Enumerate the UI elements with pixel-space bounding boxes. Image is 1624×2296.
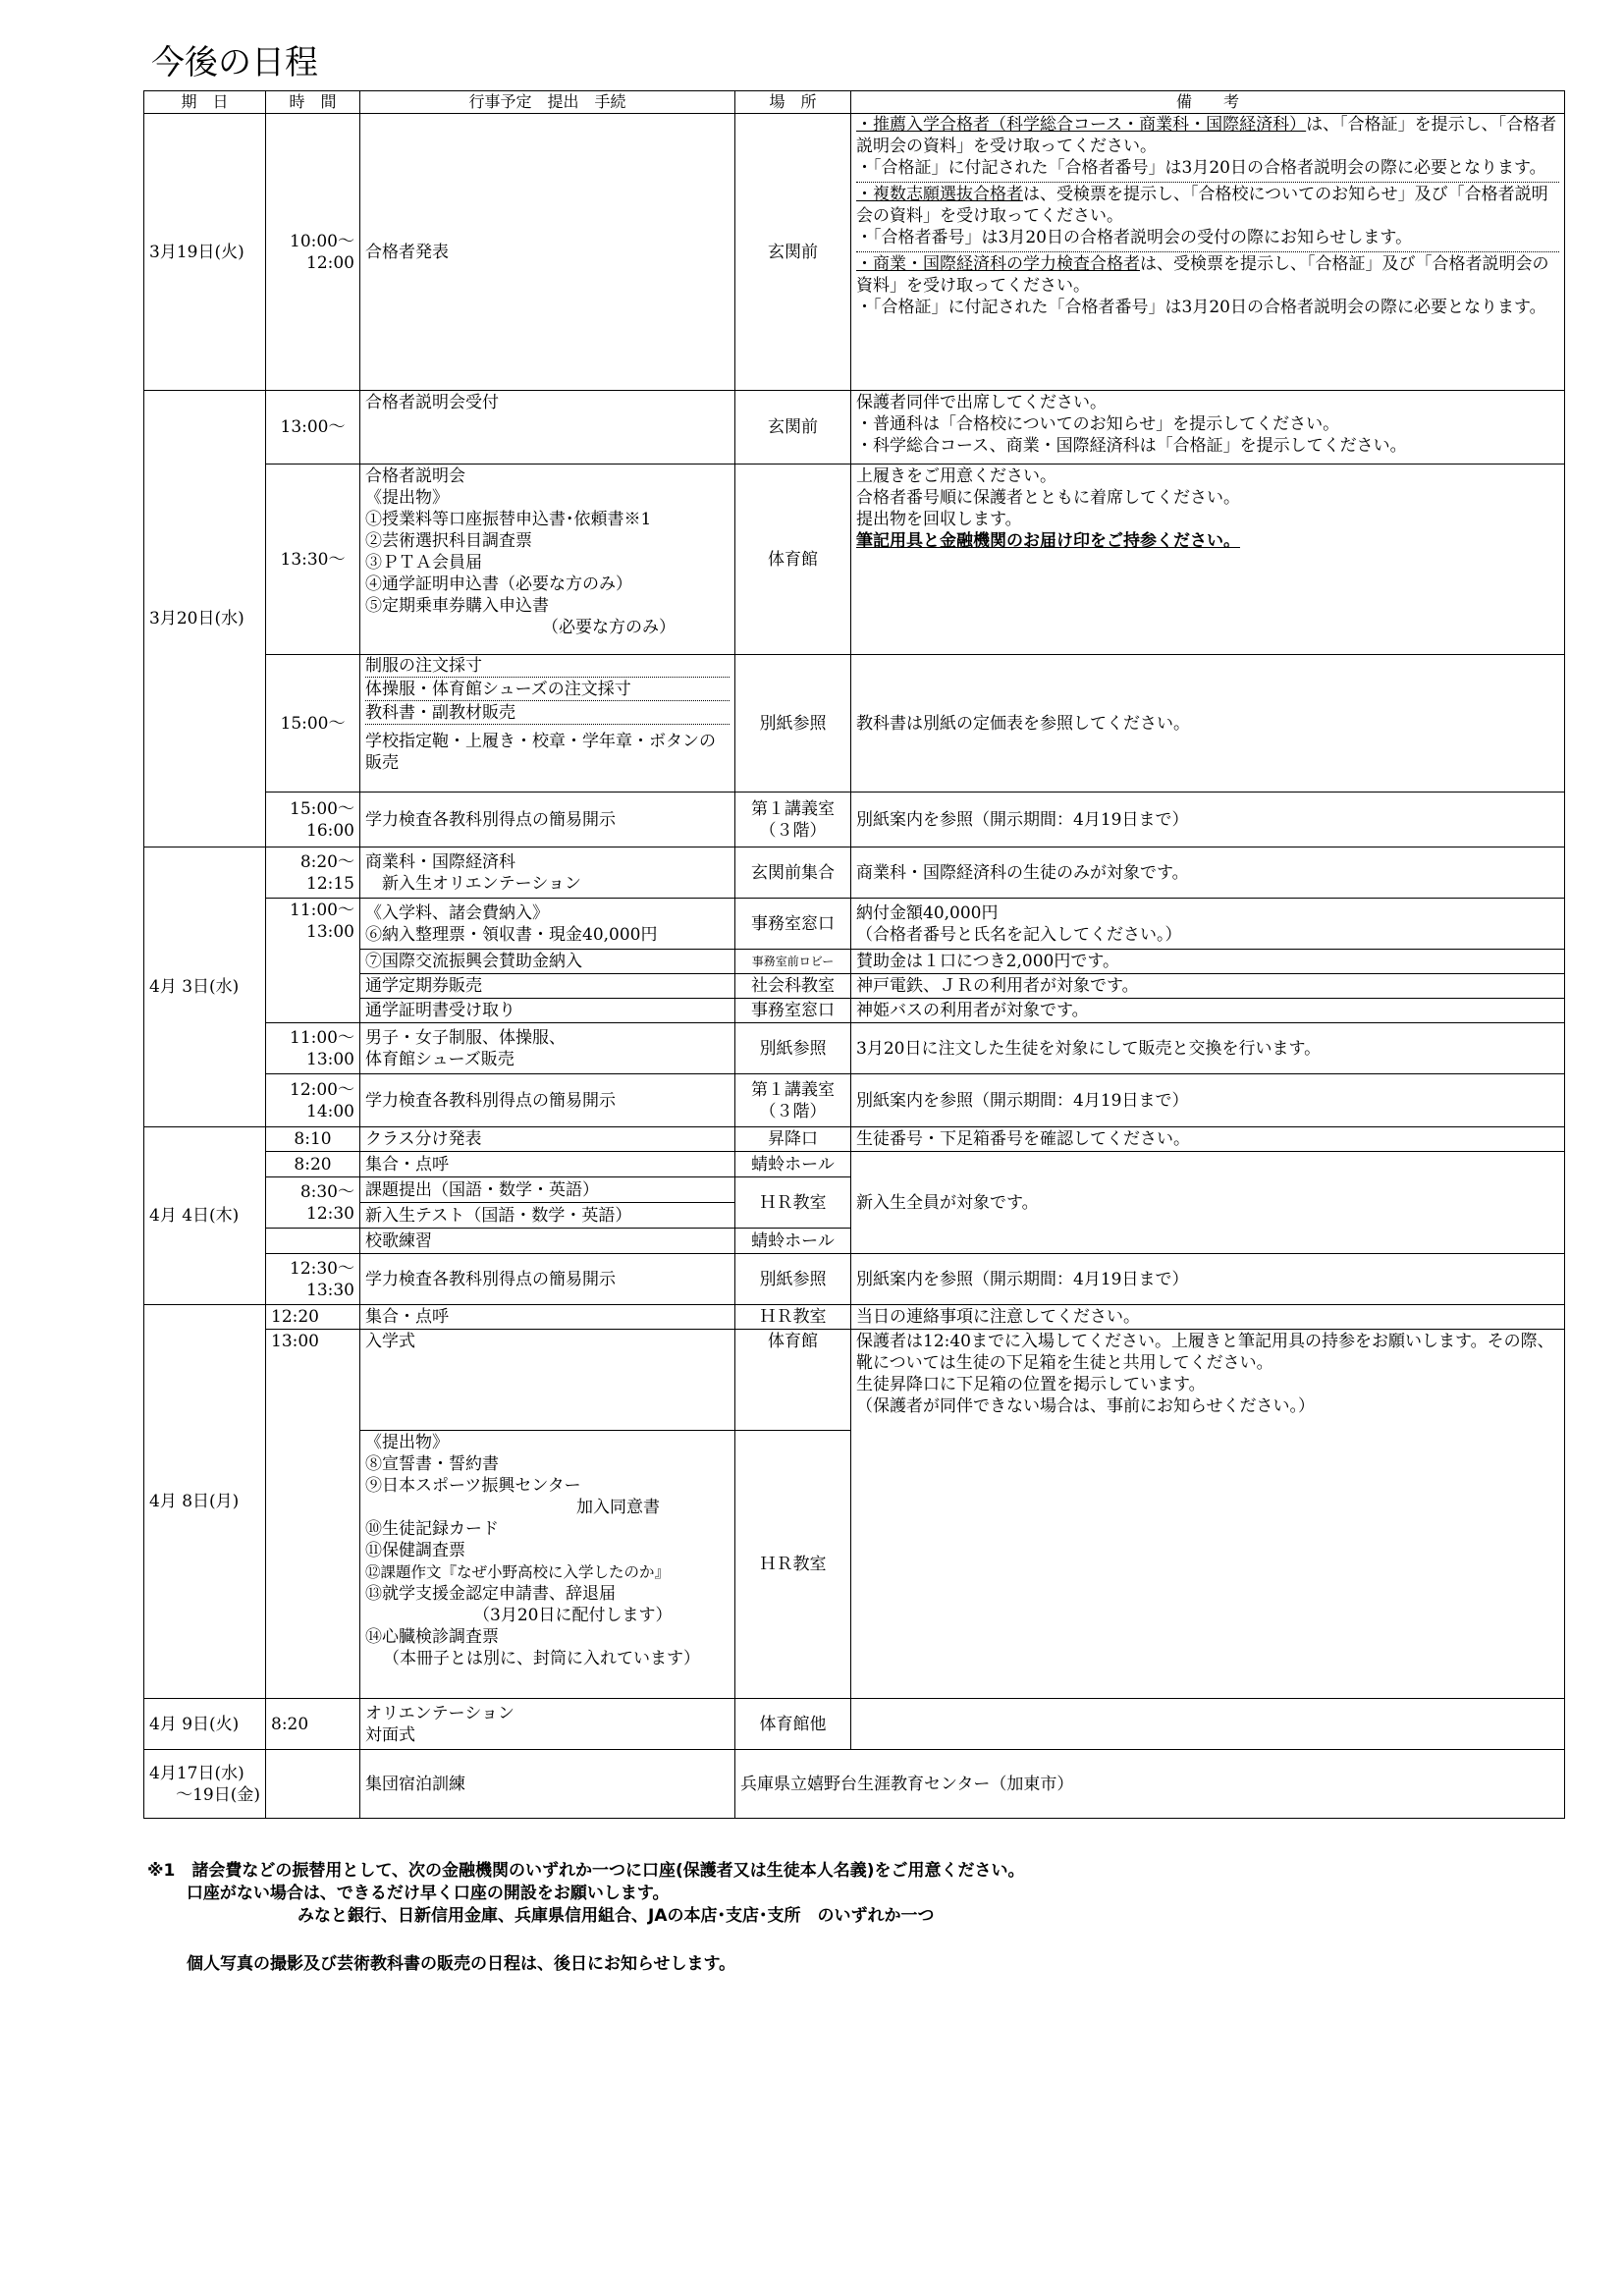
event-cell: クラス分け発表: [360, 1127, 735, 1152]
table-row: [144, 1750, 1565, 1819]
place-cell: 事務室窓口: [735, 999, 851, 1023]
time-cell: 12:20: [266, 1305, 360, 1330]
time-cell: 13:00～: [266, 391, 360, 465]
event-cell: 《入学料、諸会費納入》 ⑥納入整理票・領収書・現金40,000円: [360, 899, 735, 950]
event-cell: 集合・点呼: [360, 1305, 735, 1330]
event-line: ⑧宣誓書・誓約書: [365, 1454, 499, 1474]
notes-cell: [851, 465, 1565, 655]
closing-note: 個人写真の撮影及び芸術教科書の販売の日程は、後日にお知らせします。: [187, 1954, 736, 1974]
date-cell: 3月20日(水): [144, 391, 266, 847]
place-cell: 玄関前: [735, 391, 851, 465]
event-cell: [360, 655, 735, 793]
time-cell: 8:30～ 12:30: [266, 1177, 360, 1229]
place-cell: 兵庫県立嬉野台生涯教育センター（加東市）: [735, 1750, 1565, 1819]
time-cell: 10:00～ 12:00: [266, 114, 360, 391]
notes-cell: 当日の連絡事項に注意してください。: [851, 1305, 1565, 1330]
time-cell: 8:10: [266, 1127, 360, 1152]
event-line: ⑪保健調査票: [365, 1541, 465, 1560]
notes-underlined: ・複数志願選抜合格者: [856, 185, 1023, 204]
notes-text: 上履きをご用意ください。 合格者番号順に保護者とともに着席してください。 提出物を回収します。: [856, 466, 1240, 529]
event-cell: オリエンテーション 対面式: [360, 1699, 735, 1750]
header-notes: 備 考: [851, 91, 1565, 114]
footnote-line: みなと銀行、日新信用金庫、兵庫県信用組合、JAの本店･支店･支所 のいずれか一つ: [147, 1906, 935, 1926]
notes-cell: 神姫バスの利用者が対象です。: [851, 999, 1565, 1023]
table-row: [144, 899, 1565, 950]
event-line: ⑬就学支援金認定申請書、辞退届: [365, 1584, 616, 1604]
time-cell: 12:30～ 13:30: [266, 1254, 360, 1305]
notes-cell: 納付金額40,000円 （合格者番号と氏名を記入してください。）: [851, 899, 1565, 950]
table-row: [144, 391, 1565, 465]
event-cell: 入学式: [360, 1330, 735, 1431]
event-cell: 男子・女子制服、体操服、 体育館シューズ販売: [360, 1023, 735, 1074]
notes-text: は、「合格証」を提示し、「合格者説明会の資料」を受け取ってください。 ・「合格証」に付記された「合格者番号」は3月20日の合格者説明会の際に必要となります。: [856, 115, 1557, 178]
event-line: 体操服・体育館シューズの注文採寸: [365, 677, 730, 700]
notes-cell: 別紙案内を参照（開示期間：4月19日まで）: [851, 1074, 1565, 1127]
event-cell: 合格者説明会受付: [360, 391, 735, 465]
time-cell: 13:00: [266, 1330, 360, 1699]
event-line: ⑤定期乗車券購入申込書: [365, 596, 549, 616]
event-line: （本冊子とは別に、封筒に入れています）: [383, 1649, 700, 1668]
event-line: ①授業料等口座振替申込書･依頼書※1: [365, 510, 652, 529]
schedule-table: [143, 90, 1565, 1819]
footnotes: [147, 1860, 1561, 1928]
place-cell: 社会科教室: [735, 974, 851, 999]
notes-cell: 別紙案内を参照（開示期間：4月19日まで）: [851, 793, 1565, 847]
event-line: ④通学証明申込書（必要な方のみ）: [365, 574, 632, 594]
notes-cell: [851, 1699, 1565, 1750]
date-cell: 4月 4日(木): [144, 1127, 266, 1305]
place-cell: 第１講義室 （３階）: [735, 793, 851, 847]
notes-cell: 別紙案内を参照（開示期間：4月19日まで）: [851, 1254, 1565, 1305]
notes-underlined: ・商業・国際経済科の学力検査合格者: [856, 254, 1140, 274]
event-cell: 集団宿泊訓練: [360, 1750, 735, 1819]
time-cell: 8:20～ 12:15: [266, 847, 360, 899]
page-title: 今後の日程: [151, 43, 318, 82]
table-row: [144, 1330, 1565, 1431]
event-line: ⑭心臓検診調査票: [365, 1627, 499, 1647]
place-cell: 事務室窓口: [735, 899, 851, 950]
table-row: [144, 1254, 1565, 1305]
time-cell: 8:20: [266, 1152, 360, 1177]
event-cell: 通学定期券販売: [360, 974, 735, 999]
date-cell: 4月 8日(月): [144, 1305, 266, 1699]
header-time: 時 間: [266, 91, 360, 114]
event-cell: 商業科・国際経済科 新入生オリエンテーション: [360, 847, 735, 899]
event-line: 《提出物》: [365, 1433, 449, 1452]
event-cell: 合格者発表: [360, 114, 735, 391]
table-row: [144, 1074, 1565, 1127]
notes-cell: 保護者同伴で出席してください。 ・普通科は「合格校についてのお知らせ」を提示してください。 ・科学総合コース、商業・国際経済科は「合格証」を提示してください。: [851, 391, 1565, 465]
place-cell: ＨＲ教室: [735, 1305, 851, 1330]
place-cell: ＨＲ教室: [735, 1177, 851, 1229]
place-cell: 体育館: [735, 465, 851, 655]
time-cell: 11:00～ 13:00: [266, 1023, 360, 1074]
event-line: ③ＰＴＡ会員届: [365, 553, 482, 573]
place-cell: 体育館他: [735, 1699, 851, 1750]
place-cell: 玄関前集合: [735, 847, 851, 899]
notes-text: は、受検票を提示し、「合格校についてのお知らせ」及び「合格者説明会の資料」を受け取ってください。 ・「合格者番号」は3月20日の合格者説明会の受付の際にお知らせします。: [856, 185, 1548, 247]
notes-cell: 神戸電鉄、ＪＲの利用者が対象です。: [851, 974, 1565, 999]
table-row: [144, 1152, 1565, 1177]
date-start: 4月17日(水): [149, 1763, 244, 1783]
notes-underlined: ・推薦入学合格者（科学総合コース・商業科・国際経済科）: [856, 115, 1307, 135]
table-row: [144, 1127, 1565, 1152]
event-line: 教科書・副教材販売: [365, 700, 730, 724]
event-cell: 校歌練習: [360, 1229, 735, 1254]
notes-emphasis: 筆記用具と金融機関のお届け印をご持参ください。: [856, 531, 1240, 551]
notes-cell: 教科書は別紙の定価表を参照してください。: [851, 655, 1565, 793]
header-date: 期 日: [144, 91, 266, 114]
time-cell: 11:00～ 13:00: [266, 899, 360, 1023]
event-cell: 学力検査各教科別得点の簡易開示: [360, 1254, 735, 1305]
time-cell: 13:30～: [266, 465, 360, 655]
place-cell: 事務室前ロビー: [735, 950, 851, 974]
notes-cell: 商業科・国際経済科の生徒のみが対象です。: [851, 847, 1565, 899]
table-row: [144, 114, 1565, 391]
event-line: 学校指定鞄・上履き・校章・学年章・ボタンの販売: [365, 724, 730, 774]
date-cell: 4月 9日(火): [144, 1699, 266, 1750]
table-row: [144, 793, 1565, 847]
place-cell: 体育館: [735, 1330, 851, 1431]
event-cell: [360, 1431, 735, 1699]
event-cell: 新入生テスト（国語・数学・英語）: [360, 1203, 735, 1229]
header-event: 行事予定 提出 手続: [360, 91, 735, 114]
event-line: ⑨日本スポーツ振興センター: [365, 1476, 581, 1496]
table-row: [144, 655, 1565, 793]
place-cell: 蜻蛉ホール: [735, 1152, 851, 1177]
table-row: [144, 847, 1565, 899]
footnote-line: 口座がない場合は、できるだけ早く口座の開設をお願いします。: [147, 1884, 670, 1903]
notes-cell: [851, 114, 1565, 391]
notes-cell: 生徒番号・下足箱番号を確認してください。: [851, 1127, 1565, 1152]
notes-block: [856, 114, 1559, 182]
table-row: [144, 465, 1565, 655]
footnote-line: ※1 諸会費などの振替用として、次の金融機関のいずれか一つに口座(保護者又は生徒本人名義)をご用意ください。: [147, 1861, 1025, 1881]
place-cell: 別紙参照: [735, 1254, 851, 1305]
event-cell: 学力検査各教科別得点の簡易開示: [360, 793, 735, 847]
event-cell: 学力検査各教科別得点の簡易開示: [360, 1074, 735, 1127]
place-cell: 玄関前: [735, 114, 851, 391]
event-cell: [360, 465, 735, 655]
header-place: 場 所: [735, 91, 851, 114]
place-cell: 昇降口: [735, 1127, 851, 1152]
date-cell: 3月19日(火): [144, 114, 266, 391]
place-cell: ＨＲ教室: [735, 1431, 851, 1699]
place-cell: 第１講義室 （３階）: [735, 1074, 851, 1127]
date-cell: 4月 3日(水): [144, 847, 266, 1127]
table-row: [144, 1699, 1565, 1750]
notes-cell: 保護者は12:40までに入場してください。上履きと筆記用具の持参をお願いします。その際、靴については生徒の下足箱を生徒と共用してください。 生徒昇降口に下足箱の位置を掲示しています。 （保護者が同伴できない場合は、事前にお知らせください。）: [851, 1330, 1565, 1699]
event-line: ⑫課題作文『なぜ小野高校に入学したのか』: [365, 1563, 671, 1581]
event-line: 制服の注文採寸: [365, 656, 482, 676]
notes-text: は、受検票を提示し、「合格証」及び「合格者説明会の資料」を受け取ってください。 ・「合格証」に付記された「合格者番号」は3月20日の合格者説明会の際に必要となります。: [856, 254, 1549, 317]
time-cell: 12:00～ 14:00: [266, 1074, 360, 1127]
table-row: [144, 1023, 1565, 1074]
event-line: ②芸術選択科目調査票: [365, 531, 532, 551]
table-header-row: [144, 91, 1565, 114]
event-cell: 集合・点呼: [360, 1152, 735, 1177]
time-cell: 8:20: [266, 1699, 360, 1750]
place-cell: 蜻蛉ホール: [735, 1229, 851, 1254]
place-cell: 別紙参照: [735, 1023, 851, 1074]
table-row: [144, 1305, 1565, 1330]
date-end: ～19日(金): [176, 1784, 260, 1805]
notes-block: [856, 182, 1559, 251]
date-cell: [144, 1750, 266, 1819]
time-cell: 15:00～: [266, 655, 360, 793]
time-cell: [266, 1750, 360, 1819]
event-cell: 通学証明書受け取り: [360, 999, 735, 1023]
event-line: 《提出物》: [365, 488, 449, 508]
notes-cell: 3月20日に注文した生徒を対象にして販売と交換を行います。: [851, 1023, 1565, 1074]
event-line: （3月20日に配付します）: [473, 1606, 673, 1625]
notes-cell: 賛助金は１口につき2,000円です。: [851, 950, 1565, 974]
event-line: ⑩生徒記録カード: [365, 1519, 499, 1539]
event-line: （必要な方のみ）: [542, 618, 676, 637]
event-line: 加入同意書: [576, 1498, 660, 1517]
event-line: 合格者説明会: [365, 466, 465, 486]
time-cell: [266, 1229, 360, 1254]
place-cell: 別紙参照: [735, 655, 851, 793]
notes-block: [856, 251, 1559, 318]
event-cell: 課題提出（国語・数学・英語）: [360, 1177, 735, 1203]
event-cell: ⑦国際交流振興会賛助金納入: [360, 950, 735, 974]
notes-cell: 新入生全員が対象です。: [851, 1152, 1565, 1254]
time-cell: 15:00～ 16:00: [266, 793, 360, 847]
